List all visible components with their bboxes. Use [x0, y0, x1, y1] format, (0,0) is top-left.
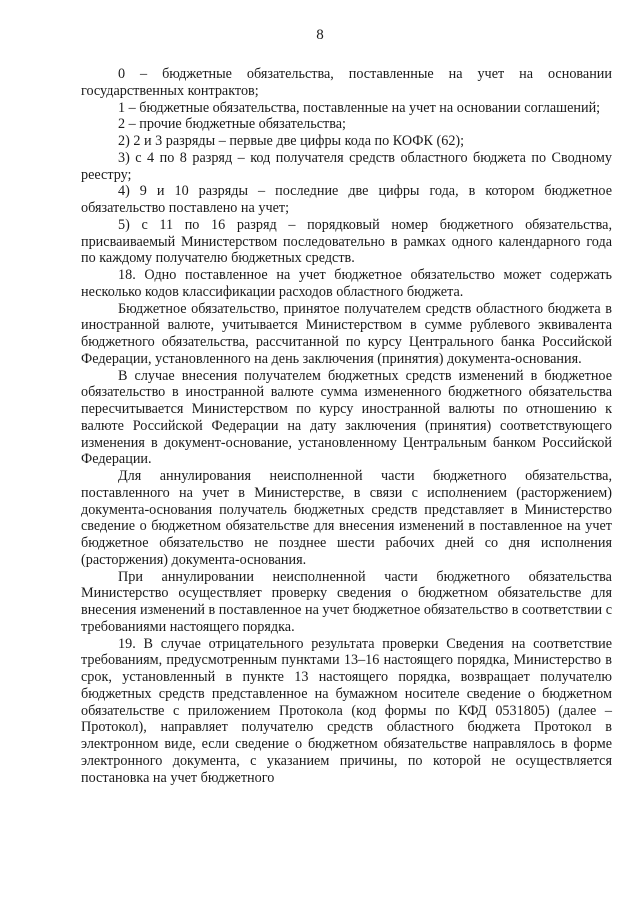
paragraph-foreign-currency: Бюджетное обязательство, принятое получателем средств областного бюджета в иностранной валюте, учитывается Министерством в сумме рублевого эквивалента бюджетного обязательства, рассчитанной по курсу Центрального банка Российской Федерации, установленного на день заключения (принятия) документа-основания.: [81, 300, 612, 367]
page-number: 8: [316, 27, 324, 43]
paragraph-item-4: 4) 9 и 10 разряды – последние две цифры года, в котором бюджетное обязательство поставлено на учет;: [81, 183, 612, 216]
paragraph-code-0: 0 – бюджетные обязательства, поставленные на учет на основании государственных контрактов;: [81, 66, 612, 99]
paragraph-section-19: 19. В случае отрицательного результата проверки Сведения на соответствие требованиям, предусмотренным пунктами 13–16 настоящего порядка, Министерство в срок, установленный в пункте 13 настоящего порядка, возвращает получателю бюджетных средств представленное на бумажном носителе сведение о бюджетном обязательстве с приложением Протокола (код формы по КФД 0531805) (далее – Протокол), направляет получателю средств областного бюджета Протокол в электронном виде, если сведение о бюджетном обязательстве направлялось в форме электронного документа, с указанием причины, по которой не осуществляется постановка на учет бюджетного: [81, 635, 612, 786]
paragraph-annulment-check: При аннулировании неисполненной части бюджетного обязательства Министерство осуществляет проверку сведения о бюджетном обязательстве для внесения изменений в поставленное на учет бюджетное обязательство в соответствии с требованиями настоящего порядка.: [81, 568, 612, 635]
document-body: [81, 66, 612, 786]
paragraph-item-5: 5) с 11 по 16 разряд – порядковый номер бюджетного обязательства, присваиваемый Министерством последовательно в рамках одного календарного года по каждому получателю бюджетных средств.: [81, 216, 612, 267]
paragraph-annulment: Для аннулирования неисполненной части бюджетного обязательства, поставленного на учет в Министерстве, в связи с исполнением (расторжением) документа-основания получатель бюджетных средств представляет в Министерство сведение о бюджетном обязательстве для внесения изменений в поставленное на учет бюджетное обязательство не позднее шести рабочих дней со дня исполнения (расторжения) документа-основания.: [81, 468, 612, 568]
paragraph-currency-changes: В случае внесения получателем бюджетных средств изменений в бюджетное обязательство в иностранной валюте сумма измененного бюджетного обязательства пересчитывается Министерством по курсу иностранной валюты по отношению к валюте Российской Федерации на дату заключения (принятия) соответствующего изменения в документ-основание, установленному Центральным банком Российской Федерации.: [81, 367, 612, 468]
paragraph-code-1: 1 – бюджетные обязательства, поставленные на учет на основании соглашений;: [118, 99, 601, 116]
paragraph-code-2: 2 – прочие бюджетные обязательства;: [118, 116, 346, 133]
paragraph-item-2: 2) 2 и 3 разряды – первые две цифры кода по КОФК (62);: [118, 133, 465, 149]
paragraph-section-18: 18. Одно поставленное на учет бюджетное обязательство может содержать несколько кодов классификации расходов областного бюджета.: [81, 267, 612, 300]
paragraph-item-3: 3) с 4 по 8 разряд – код получателя средств областного бюджета по Сводному реестру;: [81, 149, 612, 183]
